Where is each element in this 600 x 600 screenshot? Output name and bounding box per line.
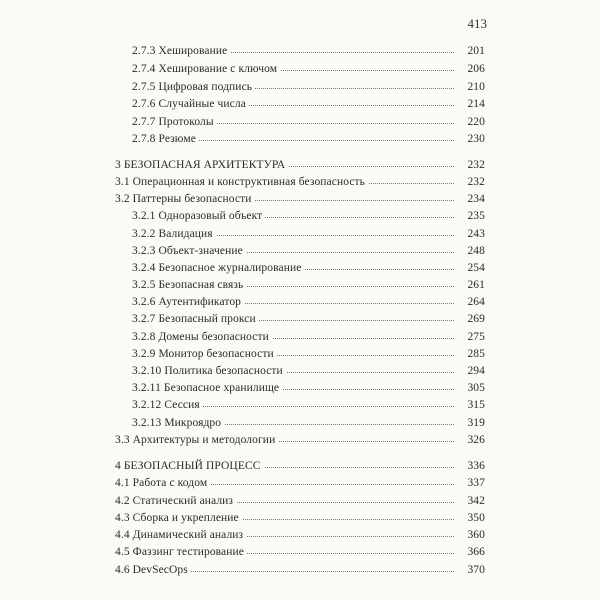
toc-entry (0, 130, 600, 148)
toc-entry-title: 4.6 DevSecOps (115, 561, 191, 579)
toc-entry-title: 3.2.3 Объект-значение (132, 242, 246, 260)
toc-entry-page: 248 (457, 242, 485, 260)
toc-entry-page: 370 (457, 561, 485, 579)
toc-entry-page: 254 (457, 259, 485, 277)
toc-entry (0, 396, 600, 414)
toc-entry-title: 3.3 Архитектуры и методологии (115, 431, 278, 449)
toc-entry-title: 3.2.4 Безопасное журналирование (132, 259, 304, 277)
toc-entry-page: 285 (457, 345, 485, 363)
toc-entry-title: 2.7.4 Хеширование с ключом (132, 60, 280, 78)
toc-entry-page: 214 (457, 95, 485, 113)
toc-entry-title: 3.2.13 Микроядро (132, 414, 224, 432)
toc-entry-page: 305 (457, 379, 485, 397)
toc-entry-page: 230 (457, 130, 485, 148)
toc-entry-title: 3 БЕЗОПАСНАЯ АРХИТЕКТУРА (115, 156, 288, 174)
toc-entry (0, 474, 600, 492)
toc-entry (0, 276, 600, 294)
toc-entry (0, 207, 600, 225)
toc-entry-title: 4.4 Динамический анализ (115, 526, 246, 544)
toc-entry (0, 328, 600, 346)
toc-entry-page: 235 (457, 207, 485, 225)
toc-entry (0, 156, 600, 174)
toc-entry-page: 220 (457, 113, 485, 131)
toc-entry (0, 362, 600, 380)
toc-entry-page: 206 (457, 60, 485, 78)
toc-entry-page: 337 (457, 474, 485, 492)
toc-entry (0, 113, 600, 131)
toc-entry (0, 173, 600, 191)
toc-entry (0, 60, 600, 78)
toc-entry-page: 275 (457, 328, 485, 346)
page-number: 413 (467, 16, 487, 31)
toc-entry-page: 360 (457, 526, 485, 544)
toc-entry-page: 210 (457, 78, 485, 96)
toc-entry (0, 242, 600, 260)
toc-entry (0, 95, 600, 113)
toc-entry-title: 3.2 Паттерны безопасности (115, 190, 255, 208)
toc-entry (0, 345, 600, 363)
toc-entry (0, 414, 600, 432)
toc-entry-title: 3.2.7 Безопасный прокси (132, 310, 259, 328)
toc-entry (0, 431, 600, 449)
toc-entry (0, 509, 600, 527)
toc-entry-title: 3.2.12 Сессия (132, 396, 203, 414)
toc-entry-page: 315 (457, 396, 485, 414)
toc-entry-page: 326 (457, 431, 485, 449)
toc-entry-title: 2.7.5 Цифровая подпись (132, 78, 255, 96)
toc-entry (0, 492, 600, 510)
toc-entry-title: 3.2.1 Одноразовый объект (132, 207, 265, 225)
toc-entry-page: 350 (457, 509, 485, 527)
toc-entry-title: 3.2.10 Политика безопасности (132, 362, 286, 380)
toc-entry-page: 264 (457, 293, 485, 311)
toc-entry-title: 4.3 Сборка и укрепление (115, 509, 242, 527)
toc-entry-page: 243 (457, 225, 485, 243)
toc-entry (0, 457, 600, 475)
toc-entry (0, 293, 600, 311)
toc-entry (0, 190, 600, 208)
toc-entry-title: 2.7.3 Хеширование (132, 42, 230, 60)
toc-entry (0, 561, 600, 579)
toc-entry-title: 4.1 Работа с кодом (115, 474, 210, 492)
toc-entry-title: 3.2.5 Безопасная связь (132, 276, 246, 294)
toc-entry-title: 3.2.6 Аутентификатор (132, 293, 244, 311)
toc-entry (0, 42, 600, 60)
toc-entry-title: 4.5 Фаззинг тестирование (115, 543, 247, 561)
toc-entry-title: 4 БЕЗОПАСНЫЙ ПРОЦЕСС (115, 457, 264, 475)
toc-entry-title: 3.1 Операционная и конструктивная безопасность (115, 173, 368, 191)
toc-entry-title: 3.2.2 Валидация (132, 225, 216, 243)
toc-entry (0, 379, 600, 397)
toc-entry-title: 2.7.8 Резюме (132, 130, 199, 148)
toc-entry-page: 294 (457, 362, 485, 380)
toc-entry (0, 78, 600, 96)
toc-entry-page: 269 (457, 310, 485, 328)
toc-entry-page: 261 (457, 276, 485, 294)
toc-entry-title: 4.2 Статический анализ (115, 492, 236, 510)
toc-entry-page: 232 (457, 173, 485, 191)
toc-entry-title: 2.7.7 Протоколы (132, 113, 217, 131)
toc-entry (0, 225, 600, 243)
toc-entry (0, 310, 600, 328)
toc-entry (0, 543, 600, 561)
toc-entry (0, 526, 600, 544)
toc-entry-page: 336 (457, 457, 485, 475)
toc-entry-title: 3.2.8 Домены безопасности (132, 328, 272, 346)
toc-entry-page: 342 (457, 492, 485, 510)
toc-entry-page: 319 (457, 414, 485, 432)
toc-entry-page: 232 (457, 156, 485, 174)
toc-entry (0, 259, 600, 277)
toc-entry-page: 366 (457, 543, 485, 561)
toc-entry-title: 2.7.6 Случайные числа (132, 95, 249, 113)
toc-entry-page: 234 (457, 190, 485, 208)
toc-entry-title: 3.2.9 Монитор безопасности (132, 345, 277, 363)
toc-entry-title: 3.2.11 Безопасное хранилище (132, 379, 282, 397)
toc-entry-page: 201 (457, 42, 485, 60)
